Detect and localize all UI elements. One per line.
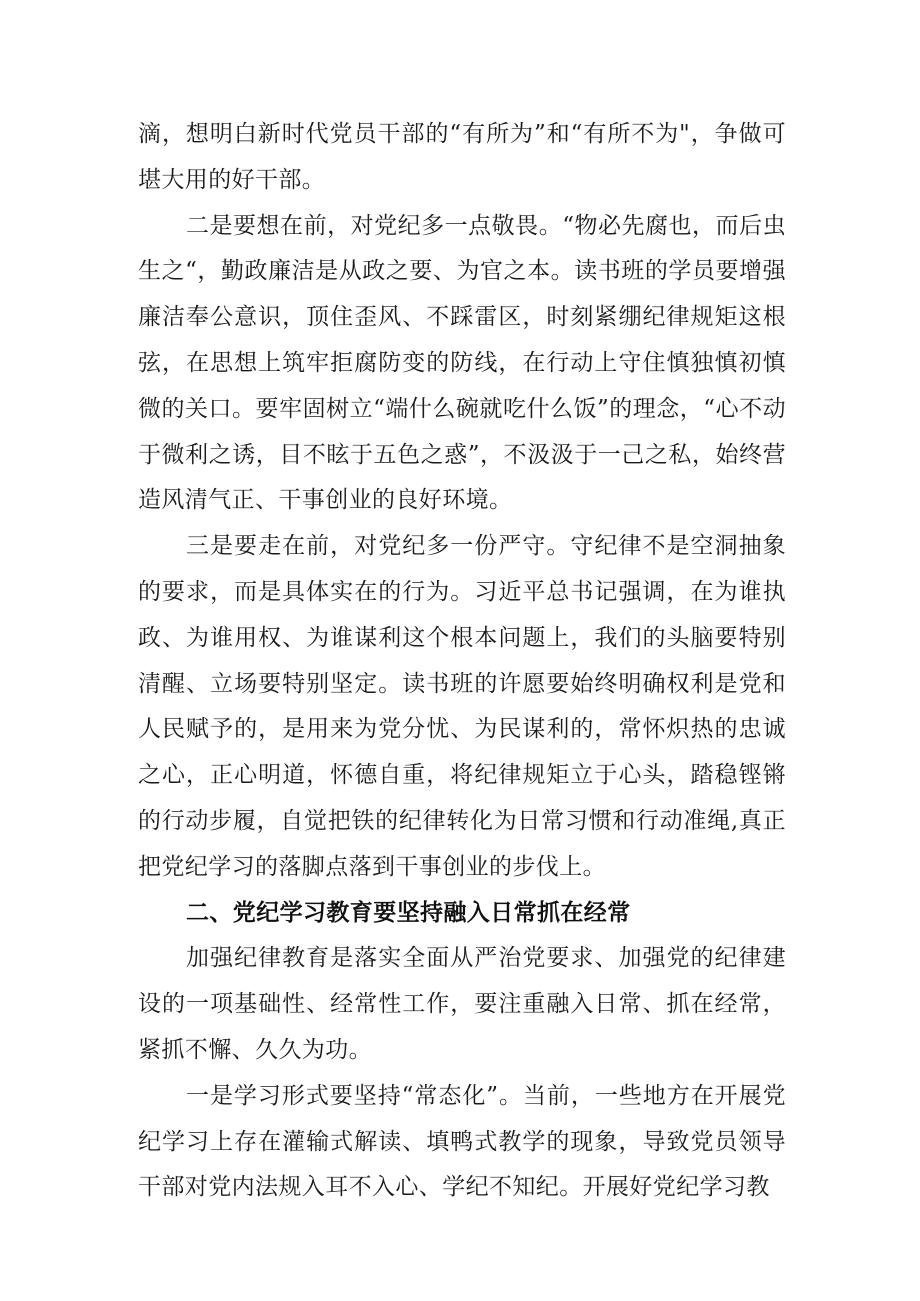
paragraph-point-one: 一是学习形式要坚持“常态化”。当前，一些地方在开展党纪学习上存在灌输式解读、填鸭式教学的现象，导致党员领导干部对党内法规入耳不入心、学纪不知纪。开展好党纪学习教 xyxy=(138,1082,786,1201)
paragraph-point-two: 二是要想在前，对党纪多一点敬畏。“物必先腐也，而后虫生之“，勤政廉洁是从政之要、为官之本。读书班的学员要增强廉洁奉公意识，顶住歪风、不踩雷区，时刻紧绷纪律规矩这根弦，在思想上筑牢拒腐防变的防线，在行动上守住慎独慎初慎微的关口。要牢固树立“端什么碗就吃什么饭”的理念，“心不动于微利之诱，目不眩于五色之惑”，不汲汲于一己之私，始终营造风清气正、干事创业的良好环境。 xyxy=(138,212,786,514)
paragraph-continuation: 滴，想明白新时代党员干部的“有所为”和“有所不为"，争做可堪大用的好干部。 xyxy=(138,121,786,193)
paragraph-point-three: 三是要走在前，对党纪多一份严守。守纪律不是空洞抽象的要求，而是具体实在的行为。习近平总书记强调，在为谁执政、为谁用权、为谁谋利这个根本问题上，我们的头脑要特别清醒、立场要特别坚定。读书班的许愿要始终明确权利是党和人民赋予的，是用来为党分忧、为民谋利的，常怀炽热的忠诚之心，正心明道，怀德自重，将纪律规矩立于心头，踏稳铿锵的行动步履，自觉把铁的纪律转化为日常习惯和行动准绳,真正把党纪学习的落脚点落到干事创业的步伐上。 xyxy=(138,533,786,880)
document-body xyxy=(138,112,786,1211)
section-heading: 二、党纪学习教育要坚持融入日常抓在经常 xyxy=(186,899,631,926)
paragraph-section-intro: 加强纪律教育是落实全面从严治党要求、加强党的纪律建设的一项基础性、经常性工作，要注重融入日常、抓在经常，紧抓不懈、久久为功。 xyxy=(138,945,786,1063)
